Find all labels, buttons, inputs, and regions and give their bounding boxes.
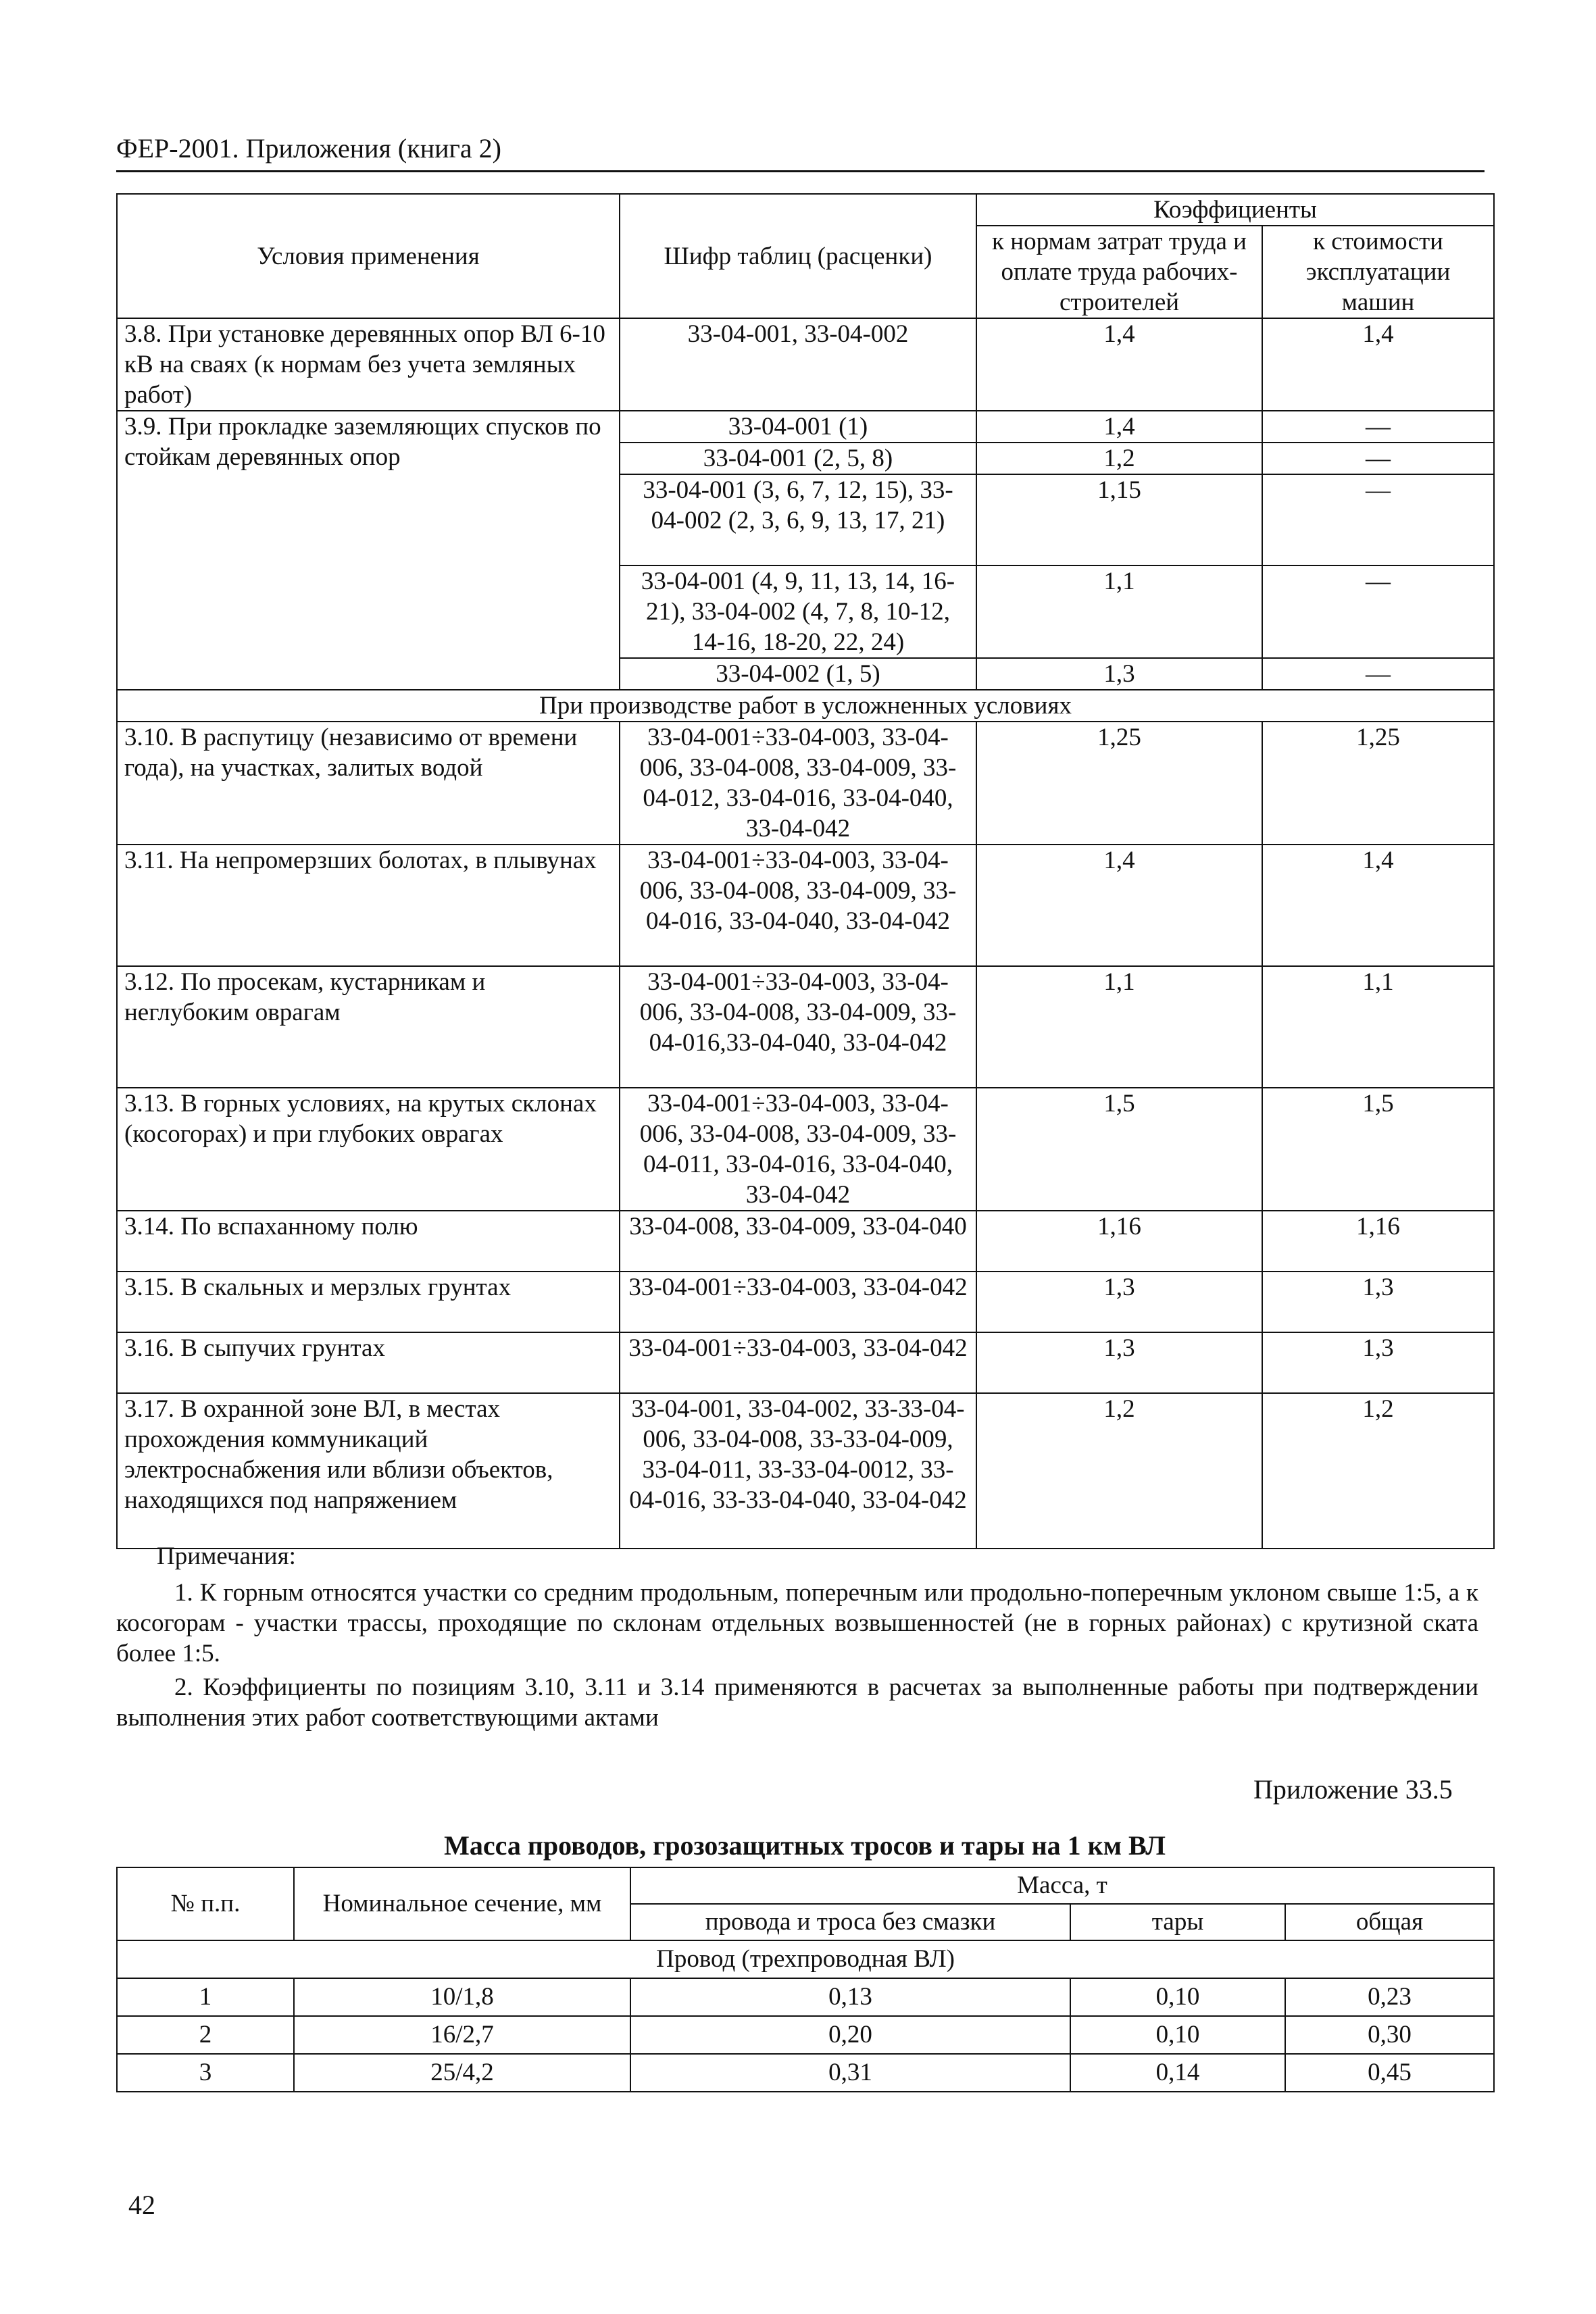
page-number: 42 xyxy=(128,2190,155,2220)
cell-code: 33-04-001÷33-04-003, 33-04-042 xyxy=(620,1272,976,1332)
cell-section: 16/2,7 xyxy=(294,2016,630,2054)
cell-wire: 0,20 xyxy=(630,2016,1070,2054)
cell-labor: 1,4 xyxy=(976,845,1262,966)
cell-code: 33-04-001, 33-04-002, 33-33-04-006, 33-04-008, 33-33-04-009, 33-04-011, 33-33-04-0012, 33-04-016, 33-33-04-040, 33-04-042 xyxy=(620,1393,976,1549)
mass-table-title: Масса проводов, грозозащитных тросов и тары на 1 км ВЛ xyxy=(444,1830,1166,1861)
cell-labor: 1,3 xyxy=(976,1332,1262,1393)
cell-condition: 3.15. В скальных и мерзлых грунтах xyxy=(117,1272,620,1332)
header-conditions: Условия применения xyxy=(117,194,620,318)
cell-machines: 1,25 xyxy=(1262,722,1494,845)
cell-number: 1 xyxy=(117,1978,294,2016)
header-wire: провода и троса без смазки xyxy=(630,1904,1070,1940)
cell-machines: 1,3 xyxy=(1262,1272,1494,1332)
cell-condition: 3.12. По просекам, кустарникам и неглубоким оврагам xyxy=(117,966,620,1088)
cell-labor: 1,2 xyxy=(976,443,1262,474)
cell-machines: — xyxy=(1262,658,1494,690)
header-labor: к нормам затрат труда и оплате труда рабочих-строителей xyxy=(976,226,1262,318)
section-row: При производстве работ в усложненных условиях xyxy=(117,690,1494,722)
cell-number: 2 xyxy=(117,2016,294,2054)
cell-labor: 1,1 xyxy=(976,966,1262,1088)
header-machines: к стоимости эксплуатации машин xyxy=(1262,226,1494,318)
cell-machines: 1,4 xyxy=(1262,318,1494,411)
cell-code: 33-04-001÷33-04-003, 33-04-006, 33-04-008, 33-04-009, 33-04-016, 33-04-040, 33-04-042 xyxy=(620,845,976,966)
cell-section: 25/4,2 xyxy=(294,2054,630,2092)
cell-machines: 1,2 xyxy=(1262,1393,1494,1549)
cell-machines: 1,1 xyxy=(1262,966,1494,1088)
cell-condition: 3.9. При прокладке заземляющих спусков по стойкам деревянных опор xyxy=(117,411,620,690)
cell-labor: 1,4 xyxy=(976,411,1262,443)
cell-code: 33-04-001÷33-04-003, 33-04-006, 33-04-008, 33-04-009, 33-04-011, 33-04-016, 33-04-040, 33-04-042 xyxy=(620,1088,976,1211)
cell-condition: 3.13. В горных условиях, на крутых склонах (косогорах) и при глубоких оврагах xyxy=(117,1088,620,1211)
cell-code: 33-04-001 (3, 6, 7, 12, 15), 33-04-002 (2, 3, 6, 9, 13, 17, 21) xyxy=(620,474,976,565)
cell-machines: 1,4 xyxy=(1262,845,1494,966)
cell-machines: — xyxy=(1262,443,1494,474)
cell-machines: 1,16 xyxy=(1262,1211,1494,1272)
header-rule xyxy=(116,170,1485,172)
cell-labor: 1,1 xyxy=(976,565,1262,658)
note-item: 2. Коэффициенты по позициям 3.10, 3.11 и 3.14 применяются в расчетах за выполненные работы при подтверждении выполнения этих работ соответствующими актами xyxy=(116,1674,1478,1732)
cell-code: 33-04-001, 33-04-002 xyxy=(620,318,976,411)
header-number: № п.п. xyxy=(117,1867,294,1940)
header-code: Шифр таблиц (расценки) xyxy=(620,194,976,318)
cell-code: 33-04-002 (1, 5) xyxy=(620,658,976,690)
cell-labor: 1,25 xyxy=(976,722,1262,845)
group-row: Провод (трехпроводная ВЛ) xyxy=(117,1940,1494,1978)
cell-code: 33-04-001÷33-04-003, 33-04-042 xyxy=(620,1332,976,1393)
cell-machines: — xyxy=(1262,411,1494,443)
cell-code: 33-04-001 (4, 9, 11, 13, 14, 16-21), 33-04-002 (4, 7, 8, 10-12, 14-16, 18-20, 22, 24) xyxy=(620,565,976,658)
notes-title: Примечания: xyxy=(157,1542,296,1570)
cell-code: 33-04-008, 33-04-009, 33-04-040 xyxy=(620,1211,976,1272)
cell-condition: 3.11. На непромерзших болотах, в плывунах xyxy=(117,845,620,966)
note-item: 1. К горным относятся участки со средним продольным, поперечным или продольно-поперечным уклоном свыше 1:5, а к косогорам - участки трассы, проходящие по склонам отдельных возвышенностей (не в горных районах) с крутизной ската более 1:5. xyxy=(116,1579,1478,1667)
cell-condition: 3.8. При установке деревянных опор ВЛ 6-10 кВ на сваях (к нормам без учета земляных работ) xyxy=(117,318,620,411)
cell-labor: 1,15 xyxy=(976,474,1262,565)
cell-machines: 1,5 xyxy=(1262,1088,1494,1211)
header-coefficients: Коэффициенты xyxy=(976,194,1494,226)
cell-labor: 1,2 xyxy=(976,1393,1262,1549)
cell-wire: 0,31 xyxy=(630,2054,1070,2092)
cell-code: 33-04-001÷33-04-003, 33-04-006, 33-04-008, 33-04-009, 33-04-012, 33-04-016, 33-04-040, 33-04-042 xyxy=(620,722,976,845)
cell-tare: 0,10 xyxy=(1070,2016,1285,2054)
cell-machines: 1,3 xyxy=(1262,1332,1494,1393)
cell-code: 33-04-001 (2, 5, 8) xyxy=(620,443,976,474)
header-total: общая xyxy=(1285,1904,1494,1940)
cell-condition: 3.10. В распутицу (независимо от времени года), на участках, залитых водой xyxy=(117,722,620,845)
mass-table xyxy=(116,1867,1495,2092)
coefficients-table xyxy=(116,193,1495,1549)
cell-condition: 3.14. По вспаханному полю xyxy=(117,1211,620,1272)
cell-condition: 3.16. В сыпучих грунтах xyxy=(117,1332,620,1393)
cell-section: 10/1,8 xyxy=(294,1978,630,2016)
cell-code: 33-04-001 (1) xyxy=(620,411,976,443)
cell-total: 0,30 xyxy=(1285,2016,1494,2054)
cell-condition: 3.17. В охранной зоне ВЛ, в местах прохождения коммуникаций электроснабжения или вблизи объектов, находящихся под напряжением xyxy=(117,1393,620,1549)
cell-labor: 1,4 xyxy=(976,318,1262,411)
cell-wire: 0,13 xyxy=(630,1978,1070,2016)
cell-labor: 1,3 xyxy=(976,658,1262,690)
cell-tare: 0,10 xyxy=(1070,1978,1285,2016)
cell-code: 33-04-001÷33-04-003, 33-04-006, 33-04-008, 33-04-009, 33-04-016,33-04-040, 33-04-042 xyxy=(620,966,976,1088)
cell-labor: 1,16 xyxy=(976,1211,1262,1272)
running-header: ФЕР-2001. Приложения (книга 2) xyxy=(116,133,501,164)
cell-number: 3 xyxy=(117,2054,294,2092)
cell-machines: — xyxy=(1262,565,1494,658)
cell-tare: 0,14 xyxy=(1070,2054,1285,2092)
cell-labor: 1,3 xyxy=(976,1272,1262,1332)
appendix-label: Приложение 33.5 xyxy=(1253,1774,1453,1805)
cell-total: 0,23 xyxy=(1285,1978,1494,2016)
cell-labor: 1,5 xyxy=(976,1088,1262,1211)
cell-total: 0,45 xyxy=(1285,2054,1494,2092)
header-mass: Масса, т xyxy=(630,1867,1494,1904)
header-section: Номинальное сечение, мм xyxy=(294,1867,630,1940)
header-tare: тары xyxy=(1070,1904,1285,1940)
cell-machines: — xyxy=(1262,474,1494,565)
